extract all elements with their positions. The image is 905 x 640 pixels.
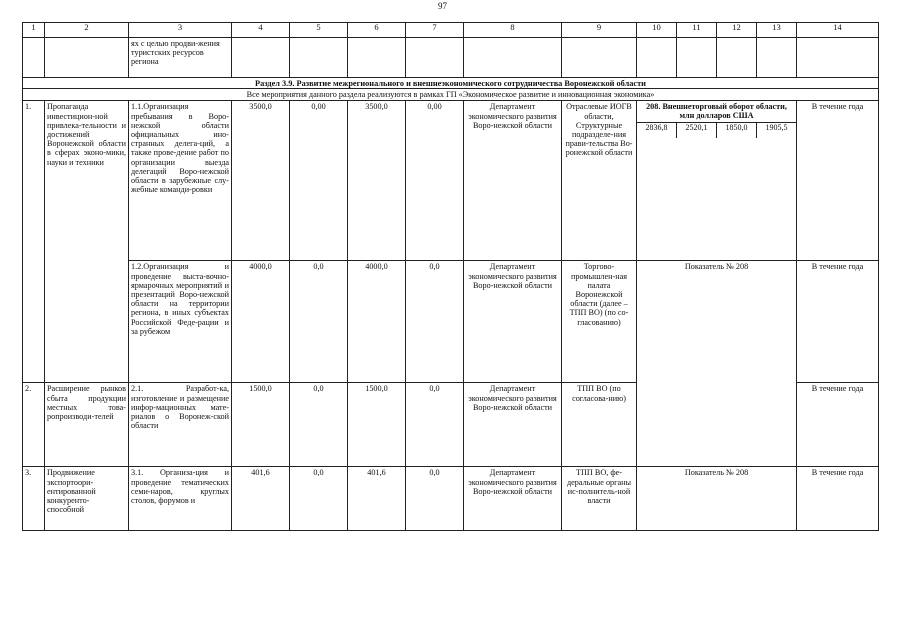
- value-cell: 0,0: [406, 383, 464, 467]
- coexecutor-cell: ТПП ВО (по согласова-нию): [562, 383, 637, 467]
- section-title-row: [23, 78, 879, 89]
- table-row: [23, 261, 879, 383]
- indicator-ref-cell: Показатель № 208: [637, 467, 797, 531]
- value-cell: 0,0: [290, 261, 348, 383]
- activity-cell: 1.1.Организация пребывания в Воро-нежской области официальных ино-странных делега-ций, а также прове-дение работ по организации выезда делегаций Воро-нежской области в зарубежные слу-жебные команди-ровки: [129, 101, 232, 261]
- page-number: 97: [438, 1, 447, 11]
- coexecutor-cell: ТПП ВО, фе-деральные органы ис-полнитель-ной власти: [562, 467, 637, 531]
- term-cell: В течение года: [797, 467, 879, 531]
- activity-cell: 2.1. Разработ-ка, изготовление и размещение инфор-мационных мате-риалов о Воронеж-ской области: [129, 383, 232, 467]
- executor-cell: Департамент экономического развития Воро-нежской области: [464, 383, 562, 467]
- column-number: 7: [406, 23, 464, 38]
- term-cell: В течение года: [797, 383, 879, 467]
- table-row: [23, 101, 879, 261]
- value-cell: 401,6: [232, 467, 290, 531]
- value-cell: 0,00: [406, 101, 464, 261]
- value-cell: 0,0: [406, 467, 464, 531]
- indicator-cell: [637, 101, 797, 261]
- activity-cell: ях с целью продви-жения туристских ресурсов региона: [129, 38, 232, 78]
- row-number: 1.: [23, 101, 45, 383]
- indicator-title: 208. Внешнеторговый оборот области, млн долларов США: [646, 102, 787, 121]
- column-number: 5: [290, 23, 348, 38]
- row-number: 2.: [23, 383, 45, 467]
- table-row: [23, 467, 879, 531]
- indicator-values: [637, 122, 796, 138]
- column-number: 2: [45, 23, 129, 38]
- value-cell: 0,0: [290, 383, 348, 467]
- section-note-row: [23, 89, 879, 101]
- executor-cell: Департамент экономического развития Воро-нежской области: [464, 101, 562, 261]
- continuation-row: [23, 38, 879, 78]
- column-number: 12: [717, 23, 757, 38]
- indicator-value: 1850,0: [717, 123, 757, 138]
- indicator-ref-cell: Показатель № 208: [637, 261, 797, 467]
- column-number: 6: [348, 23, 406, 38]
- value-cell: 401,6: [348, 467, 406, 531]
- term-cell: В течение года: [797, 101, 879, 261]
- activity-cell: 1.2.Организация и проведение выста-вочно-ярмарочных мероприятий и презентаций Воро-нежской области на территории региона, в иных субъектах Российской Феде-рации и за рубежом: [129, 261, 232, 383]
- indicator-value: 1905,5: [765, 122, 788, 132]
- column-number: 1: [23, 23, 45, 38]
- executor-cell: Департамент экономического развития Воро-нежской области: [464, 467, 562, 531]
- value-cell: 1500,0: [348, 383, 406, 467]
- activity-cell: 3.1. Организа-ция и проведение тематических семи-наров, круглых столов, форумов и: [129, 467, 232, 531]
- indicator-value: 2836,8: [637, 123, 677, 138]
- column-number: 9: [562, 23, 637, 38]
- value-cell: 0,0: [290, 467, 348, 531]
- column-number: 11: [677, 23, 717, 38]
- column-number: 10: [637, 23, 677, 38]
- column-number: 14: [797, 23, 879, 38]
- value-cell: 4000,0: [348, 261, 406, 383]
- section-title: Раздел 3.9. Развитие межрегионального и внешнеэкономического сотрудничества Воронежской области: [23, 78, 879, 89]
- indicator-value: 2520,1: [677, 123, 717, 138]
- row-number: 3.: [23, 467, 45, 531]
- coexecutor-cell: Торгово-промышлен-ная палата Воронежской области (далее – ТПП ВО) (по со-гласованию): [562, 261, 637, 383]
- column-number: 4: [232, 23, 290, 38]
- column-number: 3: [129, 23, 232, 38]
- section-note: Все мероприятия данного раздела реализуются в рамках ГП «Экономическое развитие и инновационная экономика»: [23, 89, 879, 101]
- value-cell: 0,0: [406, 261, 464, 383]
- executor-cell: Департамент экономического развития Воро-нежской области: [464, 261, 562, 383]
- term-cell: В течение года: [797, 261, 879, 383]
- goal-cell: Пропаганда инвестицион-ной привлека-тельности и достижений Воронежской области в сферах эконо-мики, науки и техники: [45, 101, 129, 383]
- goal-cell: Продвижение экспортоори-ентированной конкуренто-способной: [45, 467, 129, 531]
- goal-cell: Расширение рынков сбыта продукции местных това-ропроизводи-телей: [45, 383, 129, 467]
- column-number-row: [23, 23, 879, 38]
- coexecutor-cell: Отраслевые ИОГВ области, Структурные подразделе-ния прави-тельства Во-ронежской области: [562, 101, 637, 261]
- value-cell: 1500,0: [232, 383, 290, 467]
- value-cell: 0,00: [290, 101, 348, 261]
- value-cell: 3500,0: [348, 101, 406, 261]
- column-number: 8: [464, 23, 562, 38]
- document-table: [22, 22, 879, 531]
- value-cell: 3500,0: [232, 101, 290, 261]
- column-number: 13: [757, 23, 797, 38]
- value-cell: 4000,0: [232, 261, 290, 383]
